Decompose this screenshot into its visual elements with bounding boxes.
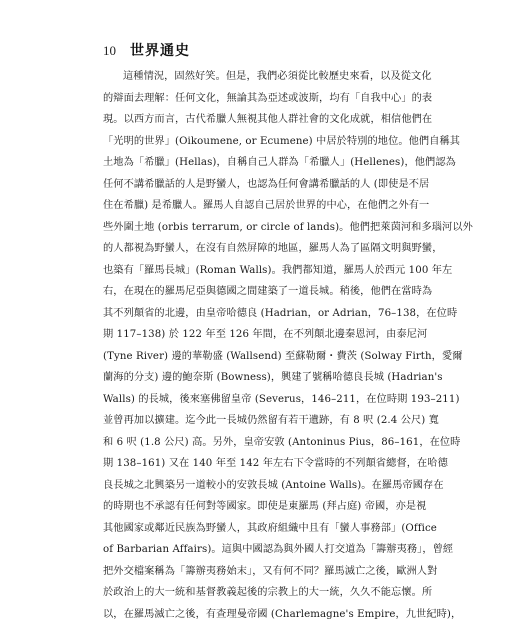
text-line: 其不列顛省的北邊，由皇帝哈德良 (Hadrian，or Adrian，76–138，在位時: [103, 303, 421, 325]
text-line: 以，在羅馬滅亡之後，有查理曼帝國 (Charlemagne's Empire，九世紀時)，: [103, 604, 421, 625]
text-line: 右，在現在的羅馬尼亞與德國之間建築了一道長城。稍後，他們在當時為: [103, 281, 421, 303]
text-line: 期 138–161) 又在 140 年至 142 年左右下令當時的不列顛省總督，在哈德: [103, 453, 421, 475]
text-line: 住在希臘) 是希臘人。羅馬人自認自己居於世界的中心，在他們之外有一: [103, 195, 421, 217]
text-line: 也築有「羅馬長城」(Roman Walls)。我們都知道，羅馬人於西元 100 年左: [103, 260, 421, 282]
text-line: 把外交檔案稱為「籌辦夷務始末」，又有何不同？羅馬滅亡之後，歐洲人對: [103, 561, 421, 583]
text-line: 的人都視為野蠻人，在沒有自然屏障的地區，羅馬人為了區隔文明與野蠻，: [103, 238, 421, 260]
text-line: 期 117–138) 於 122 年至 126 年間，在不列顛北邊秦恩河，由泰尼河: [103, 324, 421, 346]
running-head: [103, 40, 190, 60]
text-line: 和 6 呎 (1.8 公尺) 高。另外，皇帝安敦 (Antoninus Pius，86–161，在位時: [103, 432, 421, 454]
text-line: 並曾再加以擴建。迄今此一長城仍然留有若干遺跡，有 8 呎 (2.4 公尺) 寬: [103, 410, 421, 432]
text-line: 於政治上的大一統和基督教義起後的宗教上的大一統，久久不能忘懷。所: [103, 582, 421, 604]
book-title: 世界通史: [130, 40, 190, 60]
text-line: 的辯面去理解：任何文化，無論其為亞述或波斯，均有「自我中心」的表: [103, 88, 421, 110]
text-line: 其他國家或鄰近民族為野蠻人，其政府組織中且有「蠻人事務部」(Office: [103, 518, 421, 540]
body-paragraph: [103, 66, 421, 625]
text-line: 現。以西方而言，古代希臘人無視其他人群社會的文化成就，相信他們在: [103, 109, 421, 131]
text-line: 土地為「希臘」(Hellas)，自稱自己人群為「希臘人」(Hellenes)，他們認為: [103, 152, 421, 174]
text-line: 的時期也不承認有任何對等國家。即使是東羅馬 (拜占庭) 帝國，亦是視: [103, 496, 421, 518]
text-line: 蘭海的分支) 邊的鮑奈斯 (Bowness)，興建了號稱哈德良長城 (Hadrian's: [103, 367, 421, 389]
text-line: 些外圍土地 (orbis terrarum, or circle of lands)。他們把萊茵河和多瑙河以外: [103, 217, 421, 239]
text-line: 「光明的世界」(Oikoumene, or Ecumene) 中居於特別的地位。他們自稱其: [103, 131, 421, 153]
text-line: 這種情況，固然好笑。但是，我們必須從比較歷史來看，以及從文化: [103, 66, 421, 88]
text-line: (Tyne River) 邊的華勒盛 (Wallsend) 至蘇勒爾・費茨 (Solway Firth，愛爾: [103, 346, 421, 368]
text-line: of Barbarian Affairs)。這與中國認為與外國人打交道為「籌辦夷務」，曾經: [103, 539, 421, 561]
text-line: 良長城之北興築另一道較小的安敦長城 (Antoine Walls)。在羅馬帝國存在: [103, 475, 421, 497]
text-line: Walls) 的長城，後來塞佛留皇帝 (Severus，146–211，在位時期 193–211): [103, 389, 421, 411]
text-line: 任何不講希臘話的人是野蠻人，也認為任何會講希臘話的人 (即使是不居: [103, 174, 421, 196]
page-number: 10: [103, 43, 116, 59]
